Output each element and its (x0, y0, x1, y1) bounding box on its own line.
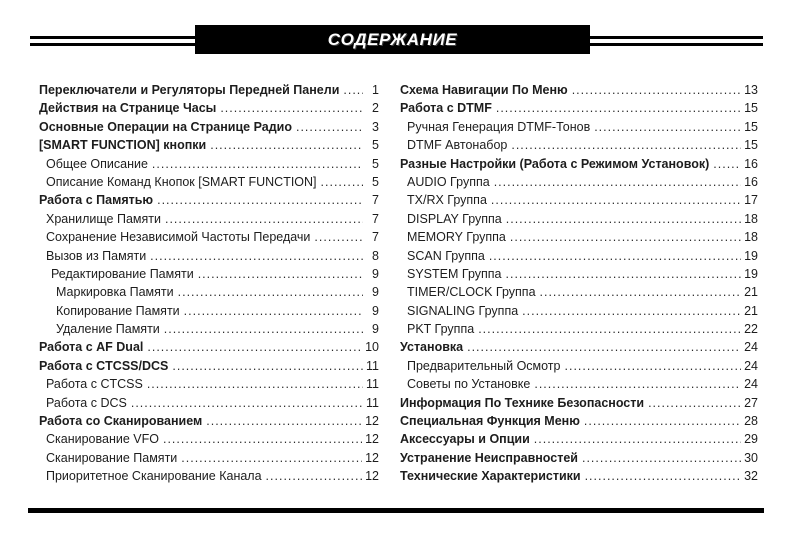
toc-entry (400, 449, 758, 467)
toc-entry (39, 155, 379, 173)
toc-entry-label: Маркировка Памяти (56, 285, 174, 300)
toc-entry-page: 1 (372, 83, 379, 97)
toc-entry (400, 430, 758, 448)
toc-entry-label: Приоритетное Сканирование Канала (46, 469, 262, 484)
toc-entry-label: Технические Характеристики (400, 469, 581, 484)
dot-leader (585, 467, 742, 485)
toc-entry (400, 136, 758, 154)
toc-column-left (39, 81, 379, 486)
toc-entry-page: 16 (744, 156, 758, 171)
toc-entry-label: Копирование Памяти (56, 303, 180, 318)
dot-leader (496, 99, 741, 117)
toc-entry (400, 118, 758, 136)
dot-leader (152, 155, 363, 173)
dot-leader (494, 173, 741, 191)
toc-entry-page: 15 (744, 138, 758, 153)
dot-leader (164, 320, 363, 338)
toc-entry-label: SCAN Группа (407, 248, 485, 263)
toc-entry (400, 173, 758, 191)
toc-entry-page: 11 (366, 395, 379, 410)
toc-entry-label: TIMER/CLOCK Группа (407, 285, 536, 300)
dot-leader (648, 394, 741, 412)
toc-entry-page: 9 (372, 285, 379, 300)
dot-leader (314, 228, 363, 246)
toc-entry (400, 228, 758, 246)
toc-entry-label: PKT Группа (407, 322, 475, 337)
toc-entry (400, 81, 758, 99)
toc-entry-page: 2 (372, 101, 379, 116)
dot-leader (206, 412, 362, 430)
toc-entry-page: 19 (744, 248, 758, 263)
toc-entry-label: Удаление Памяти (56, 322, 160, 337)
toc-entry (400, 210, 758, 228)
toc-entry-page: 7 (372, 230, 379, 245)
toc-entry (400, 375, 758, 393)
toc-entry-label: Работа с DCS (46, 395, 127, 410)
dot-leader (198, 265, 363, 283)
toc-entry-label: AUDIO Группа (407, 174, 490, 189)
dot-leader (181, 449, 362, 467)
dot-leader (565, 357, 742, 375)
toc-entry-label: Сканирование Памяти (46, 450, 178, 465)
dot-leader (534, 375, 741, 393)
page-title: СОДЕРЖАНИЕ (327, 29, 458, 49)
toc-entry-page: 5 (372, 174, 379, 189)
toc-entry (39, 449, 379, 467)
toc-entry-page: 18 (744, 230, 758, 245)
toc-entry (39, 265, 379, 283)
dot-leader (184, 302, 363, 320)
dot-leader (511, 136, 741, 154)
dot-leader (540, 283, 742, 301)
toc-entry (39, 467, 379, 485)
toc-entry (400, 247, 758, 265)
toc-entry-label: SYSTEM Группа (407, 266, 502, 281)
toc-entry (400, 320, 758, 338)
toc-entry-page: 28 (744, 414, 758, 429)
toc-entry-page: 9 (372, 303, 379, 318)
dot-leader (157, 191, 363, 209)
dot-leader (131, 394, 363, 412)
dot-leader (582, 449, 741, 467)
toc-entry (39, 430, 379, 448)
toc-entry-label: [SMART FUNCTION] кнопки (39, 138, 207, 153)
dot-leader (163, 430, 362, 448)
dot-leader (150, 247, 363, 265)
toc-entry-label: Установка (400, 340, 464, 355)
toc-entry-label: Редактирование Памяти (51, 266, 194, 281)
toc-entry-label: Схема Навигации По Меню (400, 83, 568, 97)
toc-entry-page: 13 (744, 83, 758, 97)
dot-leader (534, 430, 741, 448)
toc-entry (39, 173, 379, 191)
toc-entry-page: 19 (744, 266, 758, 281)
toc-entry-label: Вызов из Памяти (46, 248, 147, 263)
dot-leader (210, 136, 363, 154)
toc-entry-label: DISPLAY Группа (407, 211, 502, 226)
dot-leader (594, 118, 741, 136)
toc-entry (39, 210, 379, 228)
toc-entry (400, 467, 758, 485)
toc-column-right (400, 81, 758, 486)
toc-entry-page: 7 (372, 211, 379, 226)
toc-entry-label: Предварительный Осмотр (407, 358, 561, 373)
dot-leader (491, 191, 741, 209)
toc-entry-label: Специальная Функция Меню (400, 414, 580, 429)
toc-entry-page: 8 (372, 248, 379, 263)
toc-entry (400, 394, 758, 412)
toc-entry (39, 412, 379, 430)
toc-entry (39, 394, 379, 412)
dot-leader (506, 265, 742, 283)
dot-leader (584, 412, 741, 430)
toc-entry-page: 12 (365, 450, 379, 465)
toc-entry-page: 7 (372, 193, 379, 208)
toc-entry-label: Описание Команд Кнопок [SMART FUNCTION] (46, 174, 317, 189)
toc-entry (400, 99, 758, 117)
toc-entry (39, 118, 379, 136)
toc-entry-page: 22 (744, 322, 758, 337)
dot-leader (172, 357, 363, 375)
toc-entry-label: Аксессуары и Опции (400, 432, 530, 447)
toc-entry-page: 24 (744, 377, 758, 392)
toc-entry (400, 191, 758, 209)
dot-leader (478, 320, 741, 338)
toc-entry-label: DTMF Автонабор (407, 138, 508, 153)
toc-entry (39, 191, 379, 209)
toc-entry (400, 302, 758, 320)
toc-entry (400, 338, 758, 356)
toc-entry-page: 3 (372, 119, 379, 134)
dot-leader (713, 155, 741, 173)
toc-entry-page: 18 (744, 211, 758, 226)
toc-entry-label: Разные Настройки (Работа с Режимом Установок) (400, 156, 710, 171)
toc-entry (400, 155, 758, 173)
toc-entry-label: Ручная Генерация DTMF-Тонов (407, 119, 591, 134)
toc-entry-page: 11 (366, 377, 379, 392)
toc-entry-page: 24 (744, 340, 758, 355)
toc-entry-label: Советы по Установке (407, 377, 531, 392)
toc-entry-label: Работа со Сканированием (39, 414, 203, 429)
toc-entry-label: Общее Описание (46, 156, 148, 171)
toc-entry-label: Действия на Странице Часы (39, 101, 217, 116)
dot-leader (572, 81, 741, 99)
toc-entry (39, 357, 379, 375)
toc-entry-label: Хранилище Памяти (46, 211, 161, 226)
toc-entry-page: 15 (744, 101, 758, 116)
toc-entry-label: SIGNALING Группа (407, 303, 519, 318)
dot-leader (489, 247, 741, 265)
toc-entry (39, 338, 379, 356)
toc-entry-page: 29 (744, 432, 758, 447)
toc-entry-page: 11 (366, 358, 379, 373)
toc-entry (400, 265, 758, 283)
toc-entry-page: 5 (372, 156, 379, 171)
toc-entry-label: Переключатели и Регуляторы Передней Панели (39, 83, 340, 97)
toc-entry (39, 136, 379, 154)
toc-entry-label: MEMORY Группа (407, 230, 506, 245)
toc-entry (39, 283, 379, 301)
toc-entry-label: Работа с AF Dual (39, 340, 144, 355)
toc-entry-label: Устранение Неисправностей (400, 450, 578, 465)
toc-entry (39, 81, 379, 99)
toc-entry (39, 228, 379, 246)
dot-leader (165, 210, 363, 228)
toc-entry-label: Работа с CTCSS (46, 377, 143, 392)
dot-leader (147, 375, 363, 393)
toc-entry-page: 30 (744, 450, 758, 465)
contents-banner (195, 25, 590, 54)
dot-leader (343, 81, 363, 99)
toc-entry (39, 302, 379, 320)
dot-leader (321, 173, 363, 191)
toc-entry-label: Работа с DTMF (400, 101, 492, 116)
dot-leader (220, 99, 363, 117)
toc-entry-page: 27 (744, 395, 758, 410)
toc-entry-page: 12 (365, 432, 379, 447)
toc-entry-page: 5 (372, 138, 379, 153)
dot-leader (522, 302, 741, 320)
dot-leader (266, 467, 363, 485)
toc-entry-page: 24 (744, 358, 758, 373)
dot-leader (178, 283, 363, 301)
toc-entry-label: Работа с Памятью (39, 193, 154, 208)
toc-entry-label: Информация По Технике Безопасности (400, 395, 645, 410)
toc-entry-label: Основные Операции на Странице Радио (39, 119, 292, 134)
toc-entry (400, 283, 758, 301)
toc-entry (39, 247, 379, 265)
toc-entry-label: TX/RX Группа (407, 193, 487, 208)
toc-entry-label: Сохранение Независимой Частоты Передачи (46, 230, 311, 245)
toc-entry (400, 357, 758, 375)
toc-entry-page: 9 (372, 322, 379, 337)
toc-entry-page: 17 (744, 193, 758, 208)
toc-entry-label: Сканирование VFO (46, 432, 159, 447)
toc-entry-page: 15 (744, 119, 758, 134)
toc-entry-page: 10 (365, 340, 379, 355)
dot-leader (147, 338, 362, 356)
toc-entry (39, 99, 379, 117)
toc-entry-page: 9 (372, 266, 379, 281)
dot-leader (467, 338, 741, 356)
toc-entry-page: 21 (744, 285, 758, 300)
toc-entry (39, 320, 379, 338)
dot-leader (296, 118, 363, 136)
toc-entry-page: 32 (744, 469, 758, 484)
toc-entry-label: Работа с CTCSS/DCS (39, 358, 169, 373)
toc-entry-page: 16 (744, 174, 758, 189)
toc-entry-page: 21 (744, 303, 758, 318)
footer-rule (28, 508, 764, 513)
toc-entry-page: 12 (365, 414, 379, 429)
toc-entry (400, 412, 758, 430)
dot-leader (506, 210, 741, 228)
toc-entry (39, 375, 379, 393)
toc-entry-page: 12 (365, 469, 379, 484)
dot-leader (510, 228, 741, 246)
